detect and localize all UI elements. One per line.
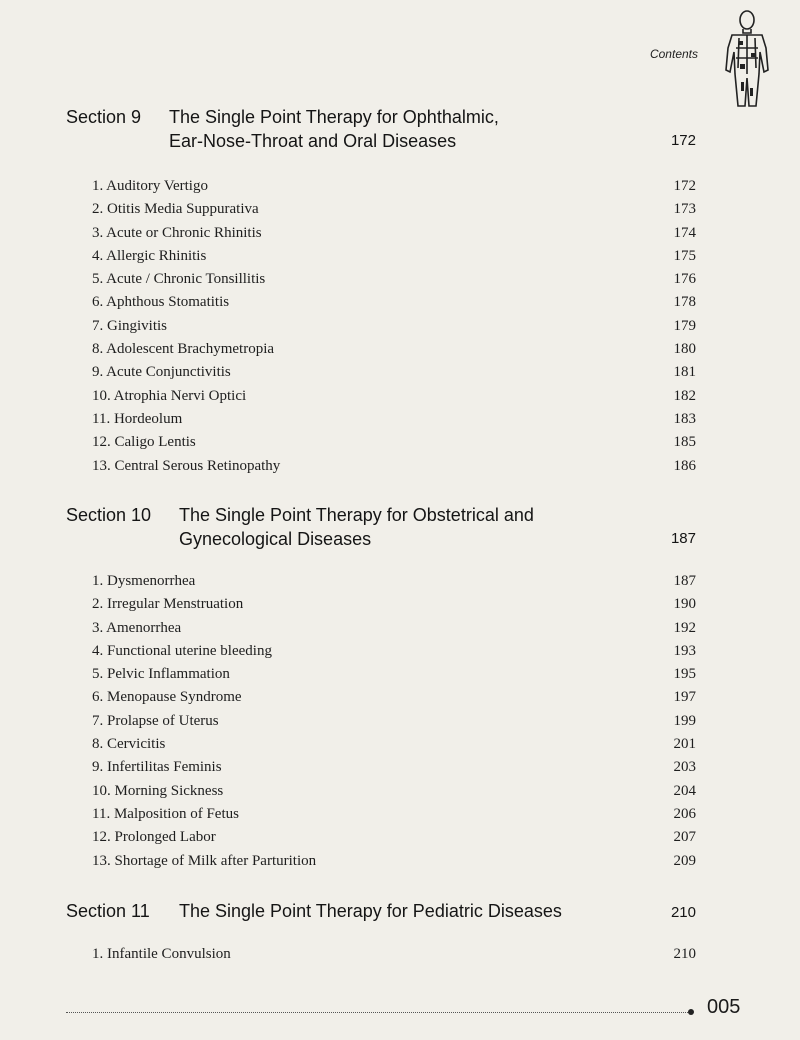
toc-entry[interactable]	[92, 943, 696, 966]
section-heading	[66, 503, 696, 551]
section-heading	[66, 105, 696, 153]
acupuncture-figure-icon	[712, 8, 782, 110]
entry-label: 4. Functional uterine bleeding	[92, 642, 272, 659]
toc-entry[interactable]	[92, 338, 696, 361]
toc-entry[interactable]	[92, 756, 696, 779]
entry-label: 6. Aphthous Stomatitis	[92, 294, 230, 311]
section-page: 172	[670, 132, 696, 149]
entry-page: 203	[673, 759, 696, 776]
toc-entry[interactable]	[92, 175, 696, 198]
entry-page: 201	[673, 736, 696, 753]
toc-entry[interactable]	[92, 710, 696, 733]
entry-label: 4. Allergic Rhinitis	[92, 247, 207, 264]
entry-label: 13. Shortage of Milk after Parturition	[92, 852, 317, 869]
section-page: 210	[670, 904, 696, 921]
toc-entry[interactable]	[92, 780, 696, 803]
entry-label: 10. Morning Sickness	[92, 782, 224, 799]
toc-entry[interactable]	[92, 385, 696, 408]
entry-page: 185	[673, 434, 696, 451]
entry-page: 175	[673, 247, 696, 264]
section-page: 187	[670, 530, 696, 547]
entry-label: 3. Amenorrhea	[92, 619, 182, 636]
toc-entry[interactable]	[92, 570, 696, 593]
entry-label: 13. Central Serous Retinopathy	[92, 457, 281, 474]
section-number: Section 9	[66, 107, 142, 127]
toc-entry[interactable]	[92, 826, 696, 849]
toc-entry[interactable]	[92, 850, 696, 873]
entry-label: 10. Atrophia Nervi Optici	[92, 387, 247, 404]
toc-entry[interactable]	[92, 593, 696, 616]
entry-page: 195	[673, 666, 696, 683]
toc-entry[interactable]	[92, 361, 696, 384]
toc-entry[interactable]	[92, 268, 696, 291]
entry-page: 182	[673, 387, 696, 404]
entry-label: 11. Malposition of Fetus	[92, 805, 239, 822]
entry-label: 12. Caligo Lentis	[92, 434, 196, 451]
entry-page: 204	[673, 782, 696, 799]
footer-dotted-rule	[66, 1012, 692, 1013]
entry-page: 174	[673, 224, 696, 241]
entry-page: 210	[673, 946, 696, 962]
toc-entry[interactable]	[92, 315, 696, 338]
toc-entry[interactable]	[92, 803, 696, 826]
section-number: Section 11	[66, 901, 150, 921]
toc-entry[interactable]	[92, 198, 696, 221]
entry-page: 207	[673, 829, 696, 846]
entry-label: 3. Acute or Chronic Rhinitis	[92, 224, 262, 241]
entry-label: 11. Hordeolum	[92, 410, 183, 427]
entry-page: 172	[673, 178, 696, 194]
toc-section-11[interactable]	[66, 899, 696, 923]
entry-page: 206	[673, 805, 696, 822]
entry-label: 1. Auditory Vertigo	[92, 178, 208, 194]
entry-label: 2. Otitis Media Suppurativa	[92, 201, 259, 218]
entry-page: 180	[673, 341, 696, 358]
toc-entry[interactable]	[92, 291, 696, 314]
entry-page: 199	[673, 712, 696, 729]
section-title-line-2: Gynecological Diseases	[179, 529, 372, 549]
toc-entry[interactable]	[92, 663, 696, 686]
section-heading	[66, 899, 696, 923]
entry-page: 178	[673, 294, 696, 311]
section-title-line-2: Ear-Nose-Throat and Oral Diseases	[169, 131, 457, 151]
entry-page: 179	[673, 317, 696, 334]
toc-section-10[interactable]	[66, 503, 696, 551]
entry-label: 5. Pelvic Inflammation	[92, 666, 230, 683]
entry-label: 1. Infantile Convulsion	[92, 946, 231, 962]
entry-page: 187	[673, 573, 696, 589]
entry-label: 8. Adolescent Brachymetropia	[92, 341, 275, 358]
entry-label: 6. Menopause Syndrome	[92, 689, 242, 706]
entry-page: 190	[673, 596, 696, 613]
toc-entry[interactable]	[92, 431, 696, 454]
entry-label: 8. Cervicitis	[92, 736, 166, 753]
entry-label: 9. Infertilitas Feminis	[92, 759, 222, 776]
entry-label: 12. Prolonged Labor	[92, 829, 216, 846]
toc-entry[interactable]	[92, 686, 696, 709]
toc-entry[interactable]	[92, 245, 696, 268]
running-head: Contents	[649, 47, 698, 61]
entry-label: 7. Prolapse of Uterus	[92, 712, 219, 729]
entry-label: 9. Acute Conjunctivitis	[92, 364, 231, 381]
entry-page: 181	[673, 364, 696, 381]
toc-entry[interactable]	[92, 733, 696, 756]
toc-entry[interactable]	[92, 222, 696, 245]
entry-page: 173	[673, 201, 696, 218]
section-number: Section 10	[66, 505, 152, 525]
entry-page: 186	[673, 457, 696, 474]
entry-page: 193	[673, 642, 696, 659]
entry-page: 197	[673, 689, 696, 706]
toc-entry[interactable]	[92, 617, 696, 640]
section-9-items	[92, 175, 696, 478]
toc-section-9[interactable]	[66, 105, 696, 153]
section-title-line-1: The Single Point Therapy for Pediatric Diseases	[179, 901, 562, 921]
section-title-line-1: The Single Point Therapy for Obstetrical and	[179, 505, 534, 525]
toc-entry[interactable]	[92, 408, 696, 431]
section-11-items	[92, 943, 696, 966]
entry-page: 183	[673, 410, 696, 427]
section-title-line-1: The Single Point Therapy for Ophthalmic,	[169, 107, 499, 127]
entry-label: 7. Gingivitis	[92, 317, 168, 334]
footer-bullet-icon	[688, 1009, 694, 1015]
entry-page: 176	[673, 271, 696, 288]
entry-label: 2. Irregular Menstruation	[92, 596, 244, 613]
section-10-items	[92, 570, 696, 873]
entry-label: 5. Acute / Chronic Tonsillitis	[92, 271, 266, 288]
page-number: 005	[707, 996, 741, 1018]
entry-label: 1. Dysmenorrhea	[92, 573, 196, 589]
entry-page: 209	[673, 852, 696, 869]
entry-page: 192	[673, 619, 696, 636]
toc-entry[interactable]	[92, 455, 696, 478]
toc-entry[interactable]	[92, 640, 696, 663]
